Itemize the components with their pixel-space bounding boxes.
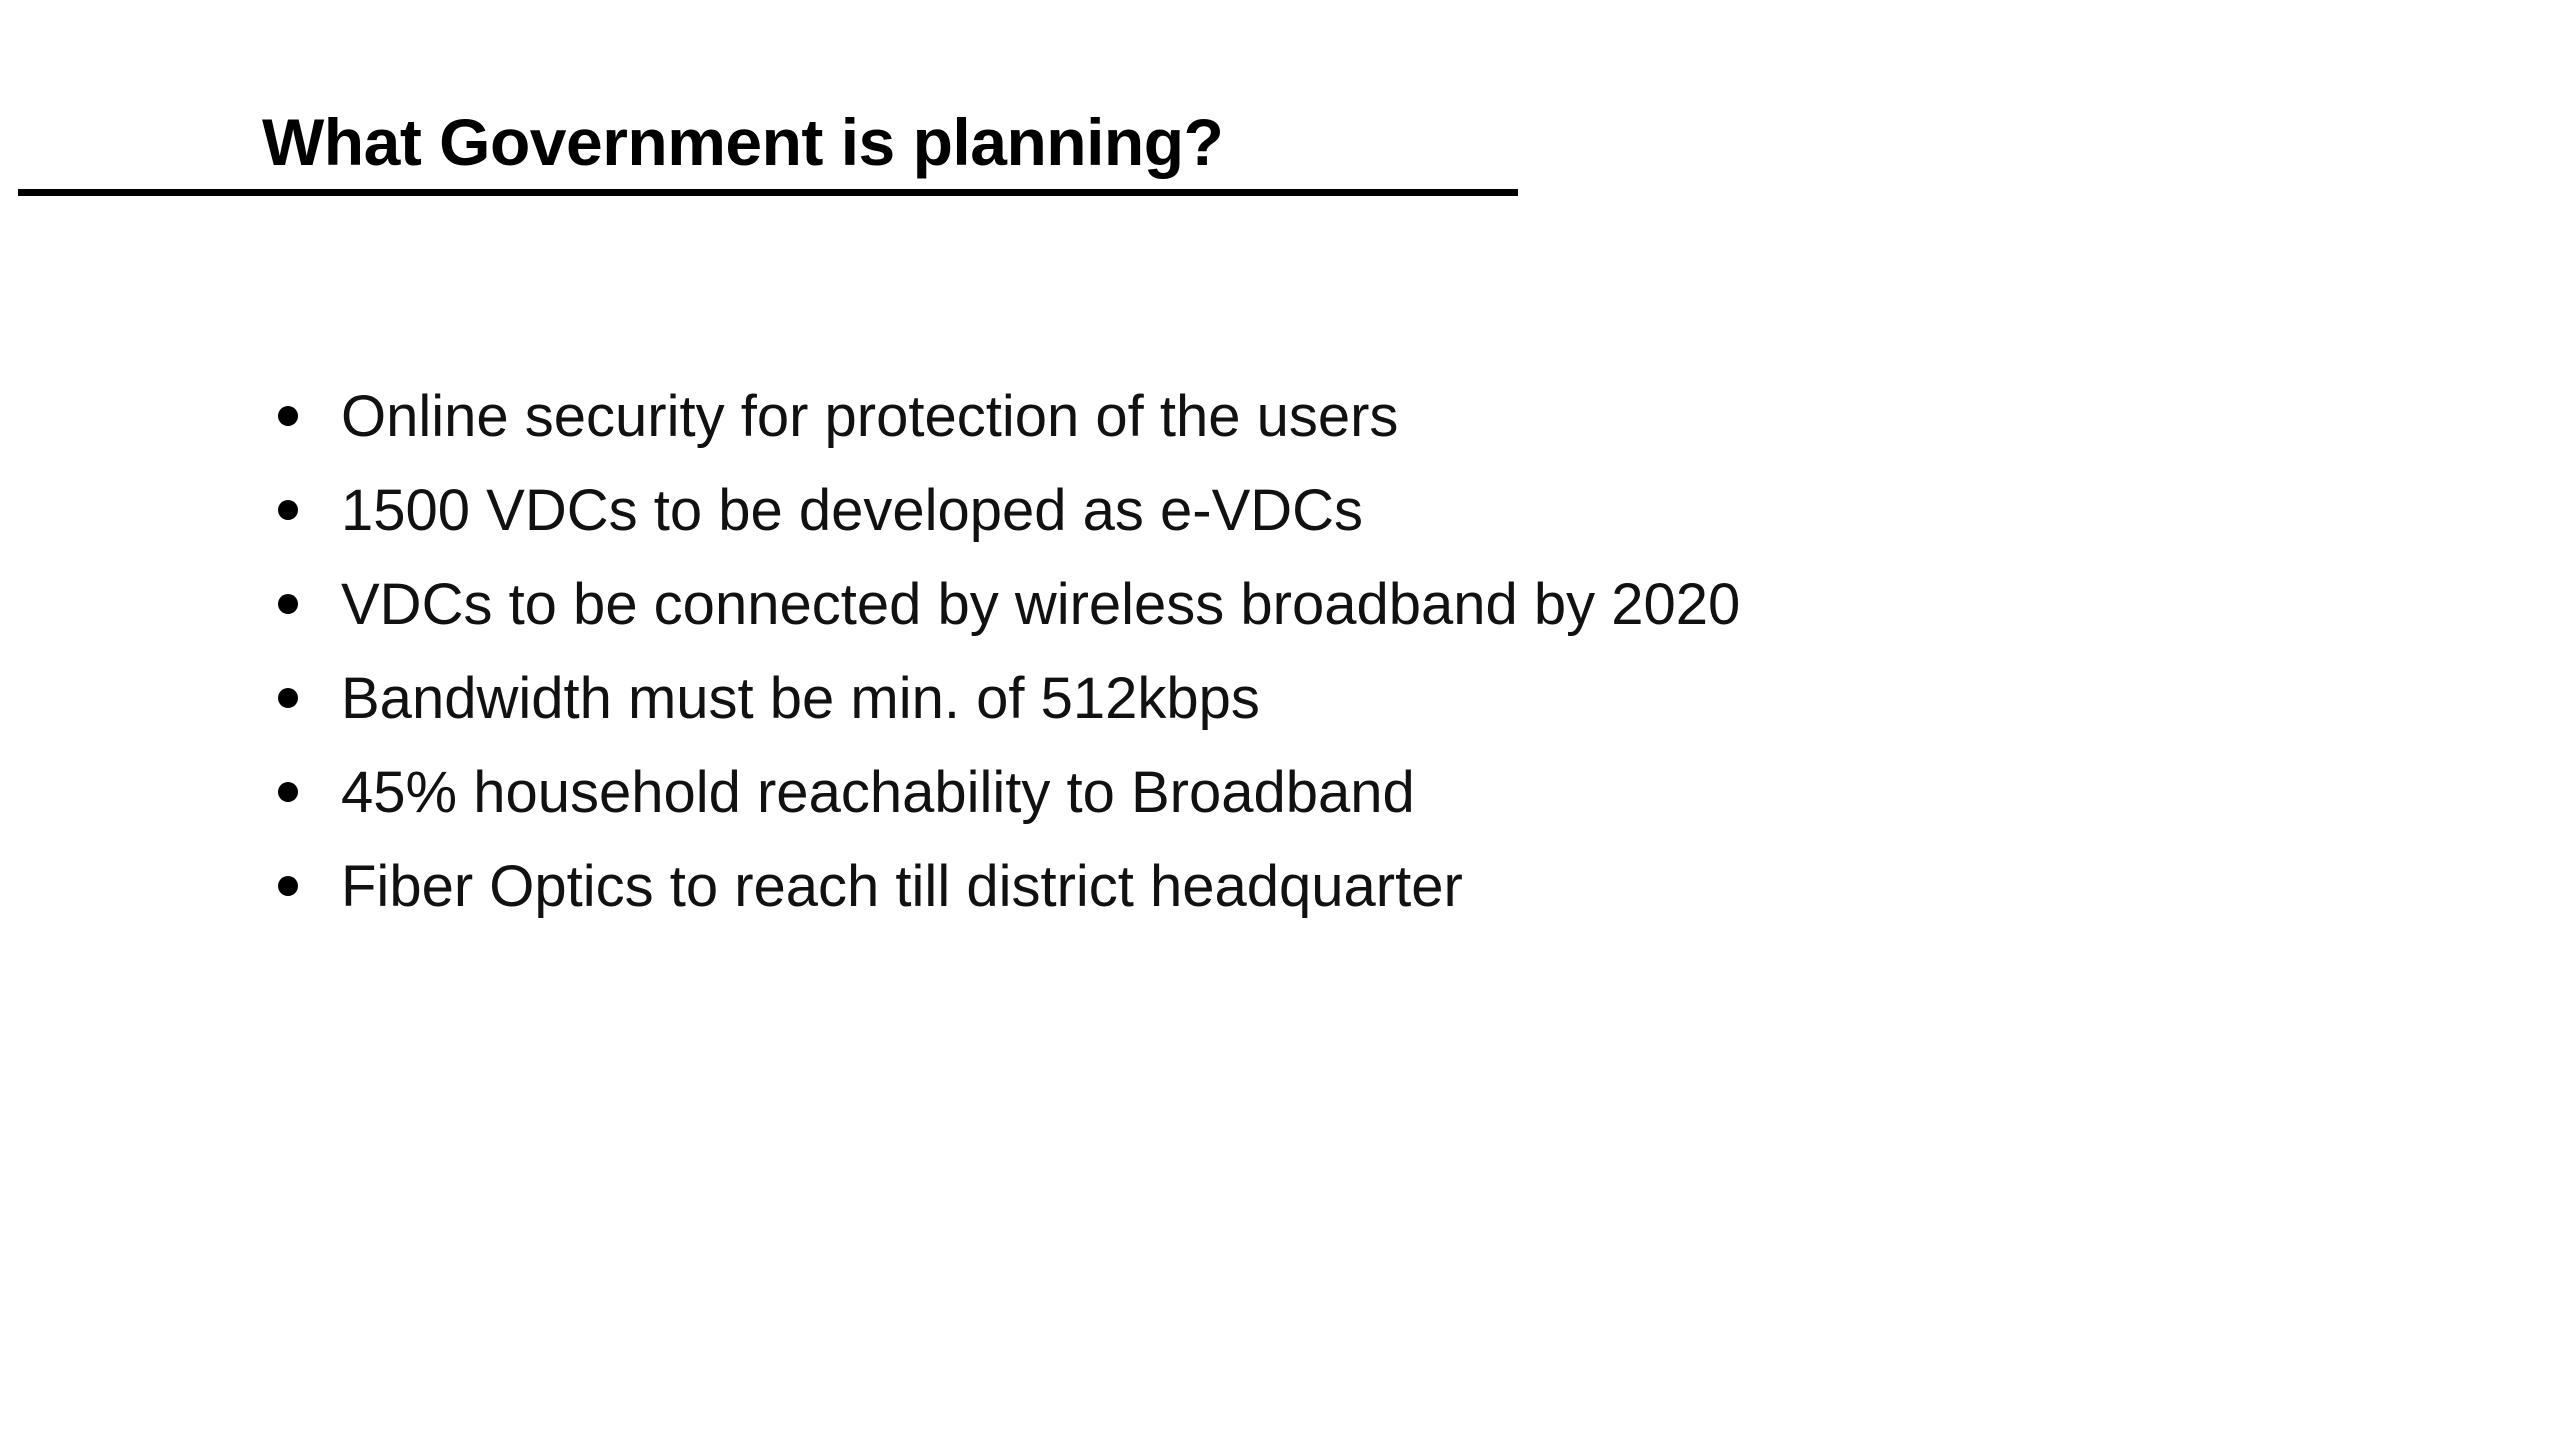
list-item bbox=[278, 558, 1740, 652]
slide-title-block bbox=[0, 105, 1540, 196]
bullet-dot-icon bbox=[278, 782, 298, 802]
page-title: What Government is planning? bbox=[262, 105, 1224, 179]
bullet-list bbox=[278, 370, 1740, 934]
list-item-label: Bandwidth must be min. of 512kbps bbox=[341, 665, 1260, 731]
list-item-label: 1500 VDCs to be developed as e-VDCs bbox=[341, 477, 1364, 543]
list-item bbox=[278, 840, 1740, 934]
list-item-label: Online security for protection of the users bbox=[341, 384, 1399, 449]
list-item-label: 45% household reachability to Broadband bbox=[341, 759, 1415, 825]
bullet-dot-icon bbox=[278, 688, 298, 708]
bullet-dot-icon bbox=[278, 594, 298, 614]
list-item bbox=[278, 464, 1740, 558]
bullet-dot-icon bbox=[278, 876, 298, 896]
list-item bbox=[278, 652, 1740, 746]
title-underline-divider bbox=[18, 189, 1518, 196]
list-item-label: VDCs to be connected by wireless broadband by 2020 bbox=[341, 571, 1741, 637]
list-item-label: Fiber Optics to reach till district headquarter bbox=[341, 853, 1463, 919]
list-item bbox=[278, 370, 1740, 464]
bullet-dot-icon bbox=[278, 500, 298, 520]
list-item bbox=[278, 746, 1740, 840]
bullet-dot-icon bbox=[278, 406, 298, 426]
